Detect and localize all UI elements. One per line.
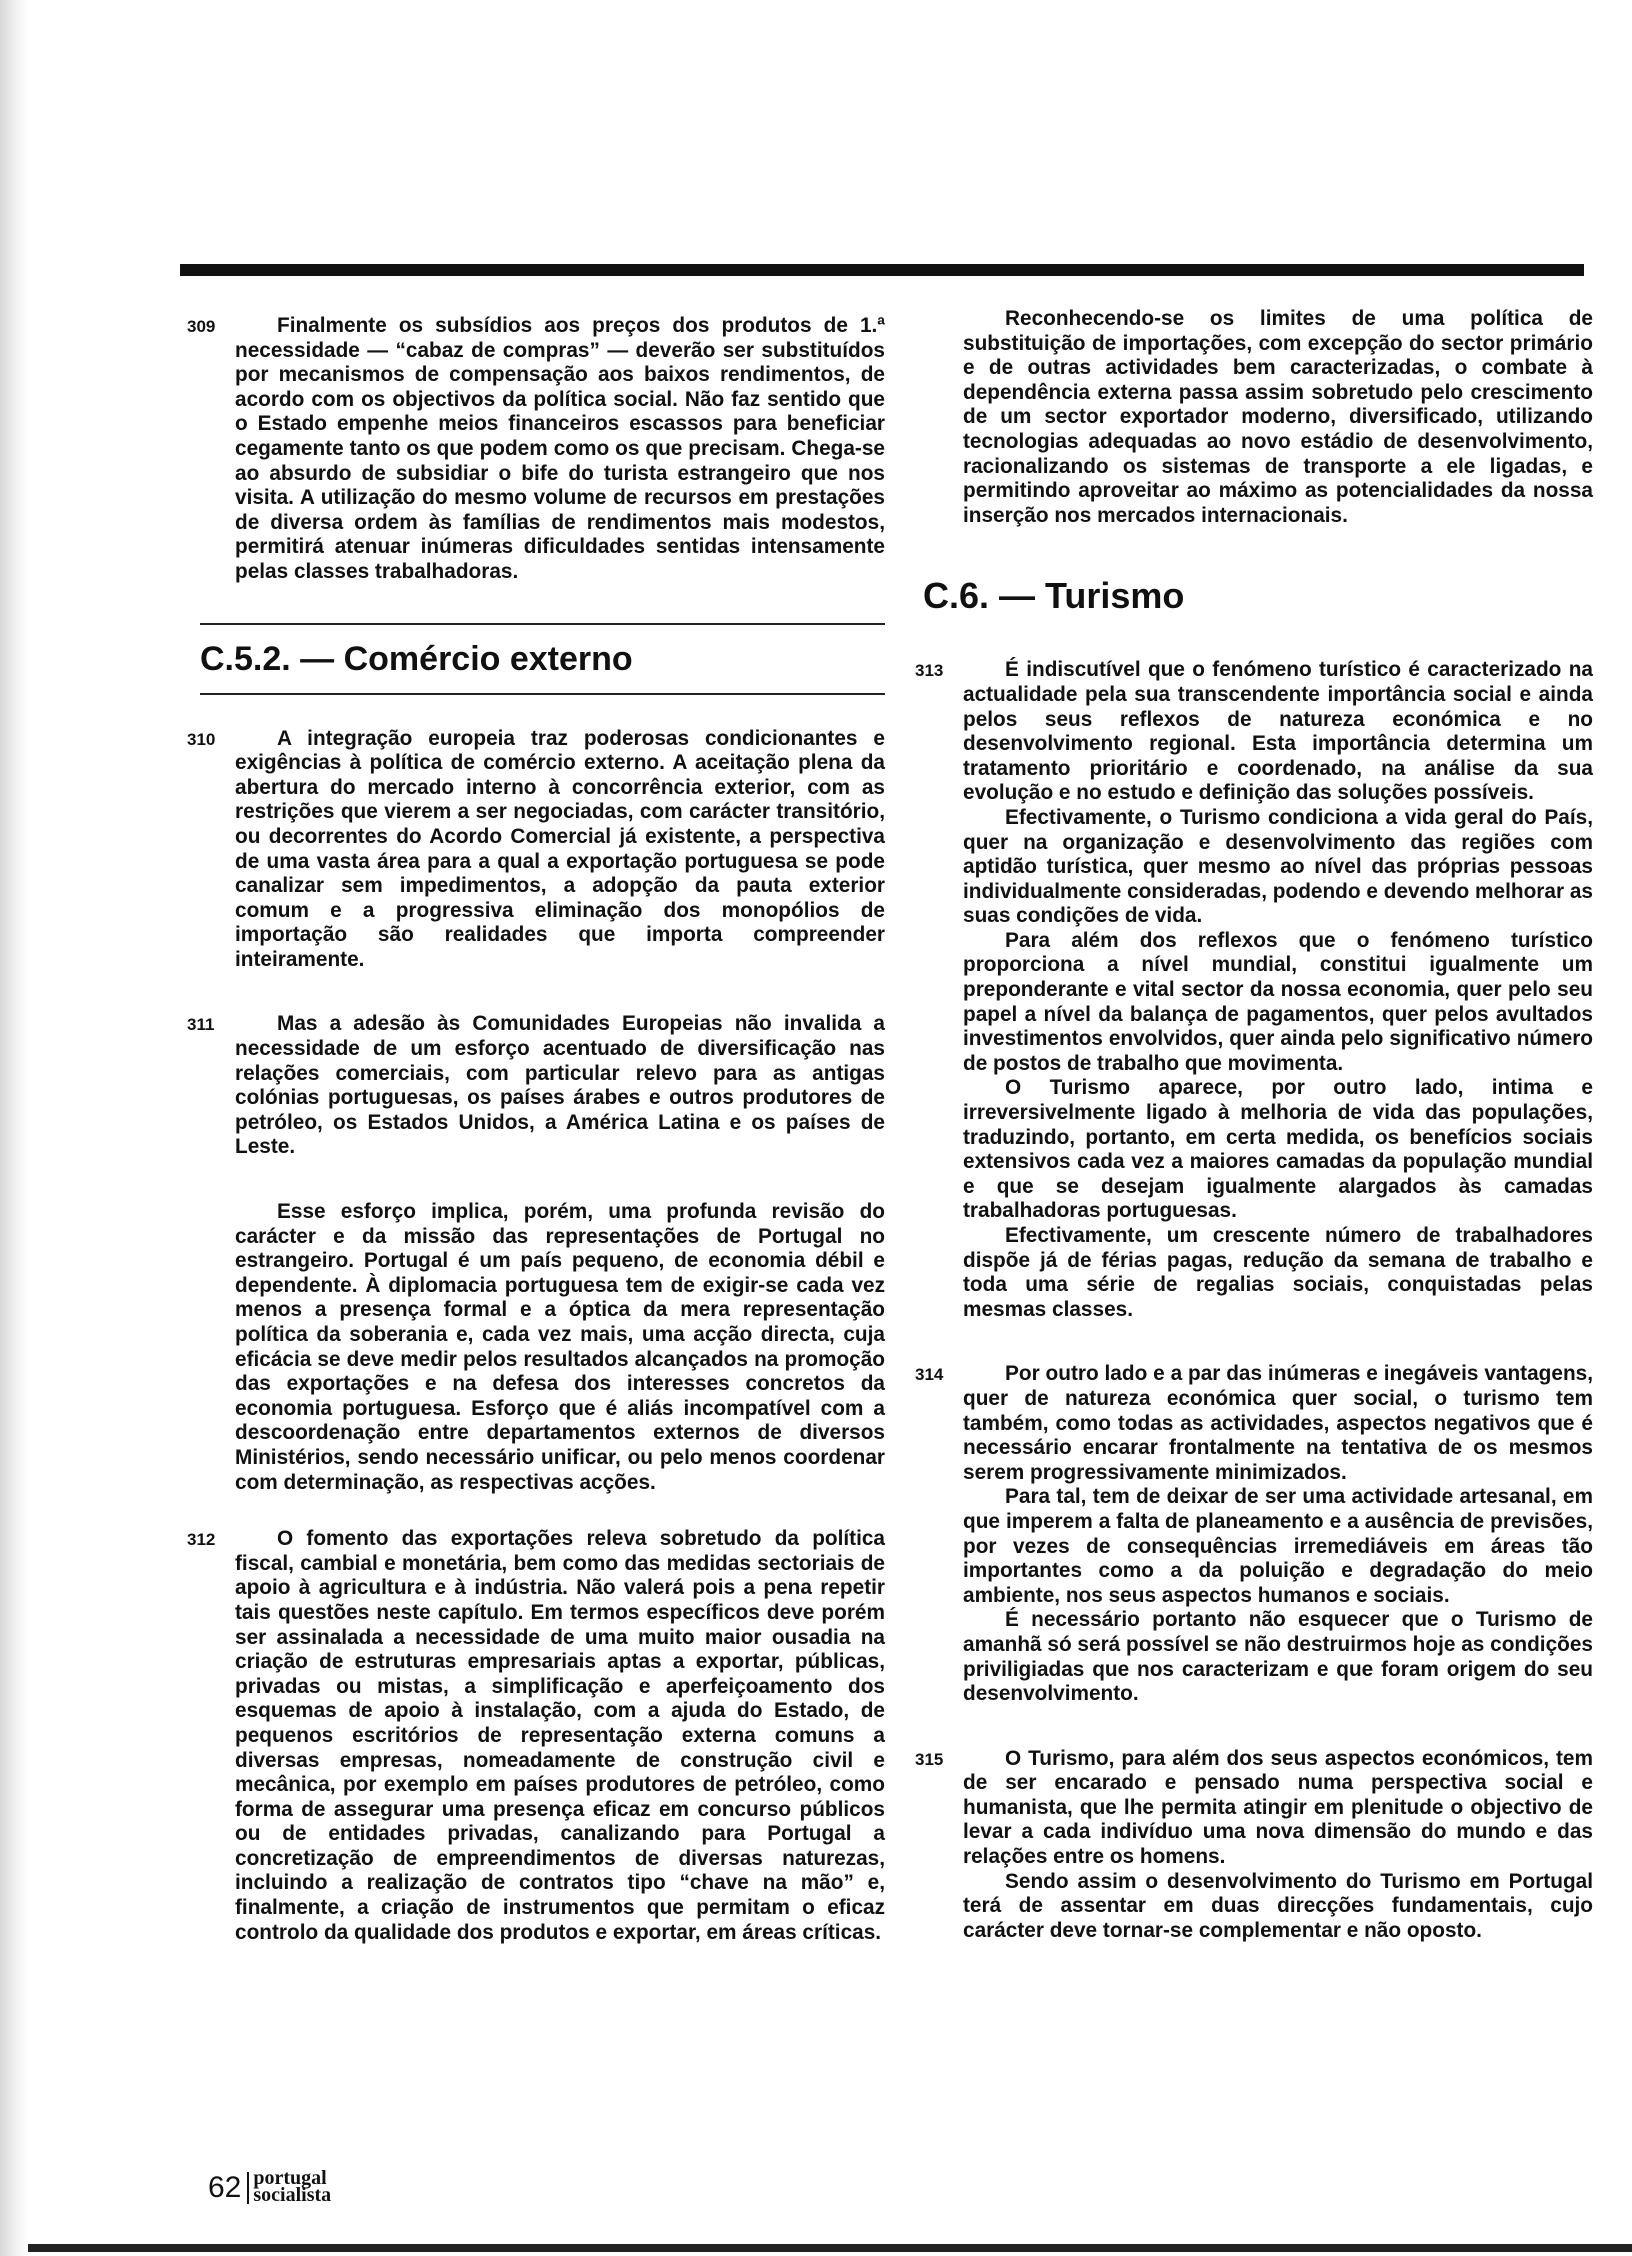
paragraph-text: Para tal, tem de deixar de ser uma actividade artesanal, em que imperem a falta de planeamento e a ausência de previsões, por vezes de consequências irremediáveis em áreas tão importantes como a da poluição e degradação do meio ambiente, nos seus aspectos humanos e sociais. (963, 1485, 1593, 1607)
paragraph-text: Reconhecendo-se os limites de uma política de substituição de importações, com excepção do sector primário e de outras actividades bem caracterizadas, o combate à dependência externa passa assim sobretudo pelo crescimento de um sector exportador moderno, diversificado, utilizando tecnologias adequadas ao novo estádio de desenvolvimento, racionalizando os sistemas de transporte a ele ligadas, e permitindo aproveitar ao máximo as potencialidades da nossa inserção nos mercados internacionais. (963, 307, 1593, 527)
header-rule (180, 264, 1584, 276)
paragraph-text: Finalmente os subsídios aos preços dos produtos de 1.ª necessidade — “cabaz de compras” — deverão ser substituídos por mecanismos de compensação aos baixos rendimentos, de acordo com os objectivos da política social. Não faz sentido que o Estado empenhe meios financeiros escassos para beneficiar cegamente tanto os que podem como os que precisam. Chega-se ao absurdo de subsidiar o bife do turista estrangeiro que nos visita. A utilização do mesmo volume de recursos em prestações de diversa ordem às famílias de rendimentos mais modestos, permitirá atenuar inúmeras dificuldades sentidas intensamente pelas classes trabalhadoras. (235, 314, 885, 583)
left-column (187, 314, 885, 1945)
paragraph-311 (187, 1012, 885, 1160)
paragraph-text: O fomento das exportações releva sobretudo da política fiscal, cambial e monetária, bem como das medidas sectoriais de apoio à agricultura e à indústria. Não valerá pois a pena repetir tais questões neste capítulo. Em termos específicos deve porém ser assinalada a necessidade de uma muito maior ousadia na criação de estruturas empresariais aptas a exportar, públicas, privadas ou mistas, a simplificação e aperfeiçoamento dos esquemas de apoio à instalação, com a ajuda do Estado, de pequenos escritórios de representação externa comuns a diversas empresas, nomeadamente de construção civil e mecânica, por exemplo em países produtores de petróleo, como forma de assegurar uma presença eficaz em concurso públicos ou de entidades privadas, canalizando para Portugal a concretização de empreendimentos de diversas naturezas, incluindo a realização de contratos tipo “chave na mão” e, finalmente, a criação de instrumentos que permitam o eficaz controlo da qualidade dos produtos e exportar, em áreas críticas. (235, 1527, 885, 1944)
scan-edge (0, 0, 28, 2256)
paragraph-number: 315 (915, 1749, 944, 1769)
section-heading: C.6. — Turismo (923, 575, 1185, 617)
paragraph-text: A integração europeia traz poderosas condicionantes e exigências à política de comércio externo. A aceitação plena da abertura do mercado interno à concorrência exterior, com as restrições que vierem a ser negociadas, com carácter transitório, ou decorrentes do Acordo Comercial já existente, a perspectiva de uma vasta área para a qual a exportação portuguesa se pode canalizar sem impedimentos, a adopção da pauta exterior comum e a progressiva eliminação dos monopólios de importação são realidades que importa compreender inteiramente. (235, 726, 885, 971)
paragraph-310 (187, 726, 885, 973)
paragraph-314 (915, 1362, 1593, 1706)
footer-rule (28, 2244, 1632, 2252)
paragraph-text: Sendo assim o desenvolvimento do Turismo em Portugal terá de assentar em duas direcções fundamentais, cujo carácter deve tornar-se complementar e não oposto. (963, 1869, 1593, 1942)
paragraph-text: O Turismo, para além dos seus aspectos económicos, tem de ser encarado e pensado numa perspectiva social e humanista, que lhe permita atingir em plenitude o objectivo de levar a cada indivíduo uma nova dimensão do mundo e das relações entre os homens. (963, 1746, 1593, 1869)
paragraph-text: É necessário portanto não esquecer que o Turismo de amanhã só será possível se não destruirmos hoje as condições priviligiadas que nos caracterizam e que foram origem do seu desenvolvimento. (963, 1608, 1593, 1706)
page-footer (208, 2167, 332, 2206)
section-heading: C.5.2. — Comércio externo (200, 639, 633, 678)
section-heading-c52-block (200, 623, 885, 695)
paragraph-text: Para além dos reflexos que o fenómeno turístico proporciona a nível mundial, constitui igualmente um preponderante e vital sector da nossa economia, quer pelo seu papel a nível da balança de pagamentos, quer pelos avultados investimentos envolvidos, quer ainda pelo significativo número de postos de trabalho que movimenta. (963, 928, 1593, 1075)
paragraph-text: É indiscutível que o fenómeno turístico é caracterizado na actualidade pela sua transcendente importância social e ainda pelos seus reflexos de natureza económica e no desenvolvimento regional. Esta importância determina um tratamento prioritário e coordenado, na análise da sua evolução e no estudo e definição das soluções possíveis. (963, 658, 1593, 805)
paragraph-313 (915, 658, 1593, 1322)
publication-logo-line: socialista (253, 2184, 332, 2206)
publication-logo-line: portugal (253, 2167, 327, 2189)
paragraph-text: Efectivamente, o Turismo condiciona a vida geral do País, quer na organização e desenvolvimento das regiões com aptidão turística, quer mesmo ao nível das próprias pessoas individualmente consideradas, podendo e devendo melhorar as suas condições de vida. (963, 805, 1593, 928)
divider (200, 693, 885, 695)
page-number: 62 (208, 2172, 249, 2204)
right-column (915, 307, 1593, 1943)
paragraph-number: 313 (915, 661, 944, 681)
paragraph-text: Efectivamente, um crescente número de trabalhadores dispõe já de férias pagas, redução da semana de trabalho e toda uma série de regalias sociais, conquistadas pelas mesmas classes. (963, 1224, 1593, 1321)
paragraph-text: Por outro lado e a par das inúmeras e inegáveis vantagens, quer de natureza económica quer social, o turismo tem também, como todas as actividades, aspectos negativos que é necessário encarar frontalmente na tentativa de os mesmos serem progressivamente minimizados. (963, 1362, 1593, 1484)
paragraph-text: O Turismo aparece, por outro lado, intima e irreversivelmente ligado à melhoria de vida das populações, traduzindo, portanto, em certa medida, os benefícios sociais extensivos cada vez a maiores camadas da população mundial e que se desejam igualmente alargados às camadas trabalhadoras portuguesas. (963, 1076, 1593, 1223)
paragraph-text: Esse esforço implica, porém, uma profunda revisão do carácter e da missão das representações de Portugal no estrangeiro. Portugal é um país pequeno, de economia débil e dependente. À diplomacia portuguesa tem de exigir-se cada vez menos a presença formal e a óptica da mera representação política da soberania e, cada vez mais, uma acção directa, cuja eficácia se deve medir pelos resultados alcançados na promoção das exportações e na defesa dos interesses concretos da economia portuguesa. Esforço que é aliás incompatível com a descoordenação entre departamentos externos de diversos Ministérios, sendo necessário unificar, ou pelo menos coordenar com determinação, as respectivas acções. (235, 1200, 885, 1494)
paragraph-number: 314 (915, 1365, 944, 1385)
paragraph-311-continued (235, 1200, 885, 1495)
paragraph-312 (187, 1527, 885, 1945)
paragraph-309 (187, 314, 885, 585)
paragraph-315 (915, 1746, 1593, 1944)
paragraph-intro (963, 307, 1593, 528)
publication-logo (249, 2167, 332, 2206)
paragraph-text: Mas a adesão às Comunidades Europeias não invalida a necessidade de um esforço acentuado de diversificação nas relações comerciais, com particular relevo para as antigas colónias portuguesas, os países árabes e outros produtores de petróleo, os Estados Unidos, a América Latina e os países de Leste. (235, 1012, 885, 1159)
paragraph-number: 309 (187, 317, 216, 336)
paragraph-number: 312 (187, 1530, 216, 1550)
paragraph-number: 311 (187, 1015, 215, 1035)
paragraph-number: 310 (187, 729, 216, 749)
